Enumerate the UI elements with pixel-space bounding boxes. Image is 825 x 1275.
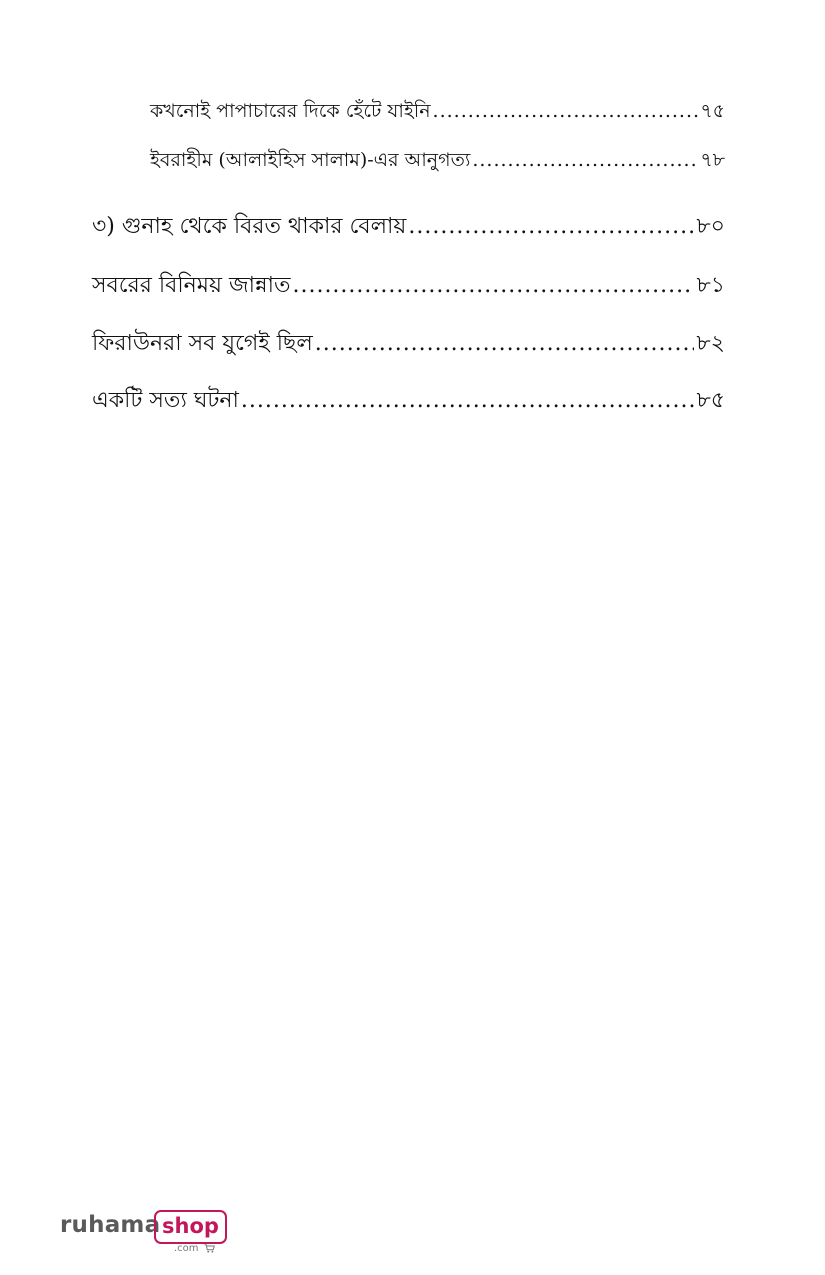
toc-entry-title: ফিরাউনরা সব যুগেই ছিল [92, 331, 313, 356]
brand-name-right: shop [154, 1210, 227, 1244]
toc-page-number: ৮২ [696, 331, 725, 356]
toc-entry-title: সবরের বিনিময় জান্নাত [92, 273, 291, 298]
toc-dot-leader [292, 273, 694, 298]
toc-dot-leader [408, 214, 694, 239]
toc-entry-title: একটি সত্য ঘটনা [92, 388, 239, 413]
toc-entry [92, 383, 725, 420]
toc-entry [92, 268, 725, 305]
toc-entry [92, 326, 725, 363]
toc-dot-leader [472, 149, 698, 171]
toc-page-number: ৮০ [696, 214, 725, 239]
toc-page-number: ৭৫ [700, 100, 725, 122]
toc-page-number: ৮১ [696, 273, 725, 298]
brand-domain [174, 1243, 215, 1254]
toc-dot-leader [433, 100, 699, 122]
toc-subentry [150, 146, 725, 178]
brand-logo [60, 1208, 225, 1258]
toc-dot-leader [315, 331, 695, 356]
table-of-contents [0, 0, 825, 430]
toc-dot-leader [241, 388, 695, 413]
cart-icon [204, 1244, 215, 1253]
toc-subentry [150, 97, 725, 129]
toc-page-number: ৮৫ [696, 388, 725, 413]
toc-entry-title: ৩) গুনাহ থেকে বিরত থাকার বেলায় [92, 214, 407, 239]
brand-domain-text: .com [174, 1243, 199, 1254]
toc-entry-title: ইবরাহীম (আলাইহিস সালাম)-এর আনুগত্য [150, 149, 471, 171]
toc-entry [92, 209, 725, 246]
toc-entry-title: কখনোই পাপাচারের দিকে হেঁটে যাইনি [150, 100, 431, 122]
toc-page-number: ৭৮ [700, 149, 725, 171]
brand-name-left: ruhama [60, 1212, 161, 1238]
